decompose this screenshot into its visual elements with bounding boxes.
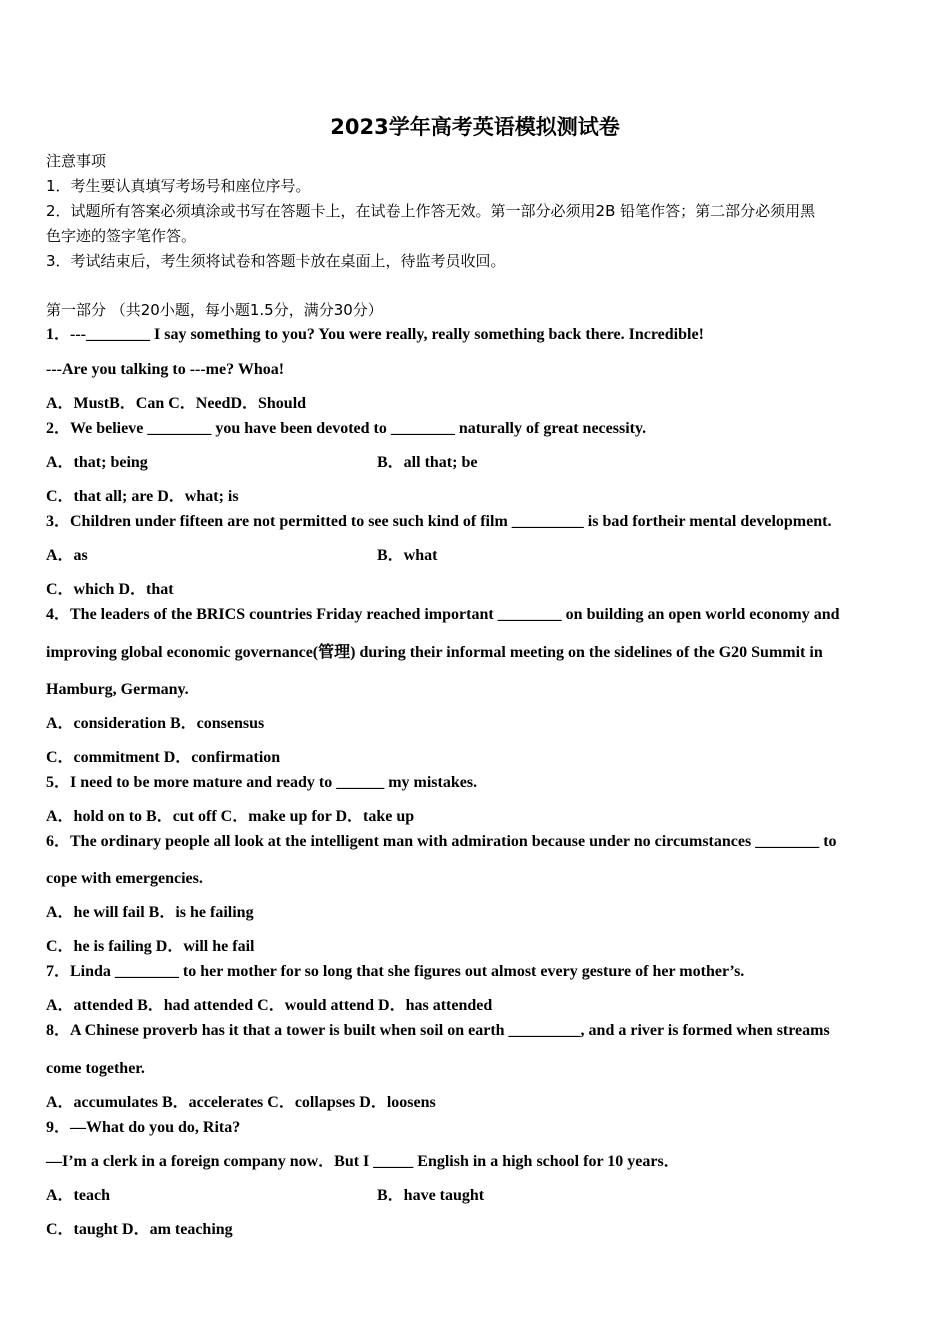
q4-line1: 4．The leaders of the BRICS countries Friday reached important ________ on building an open world economy and	[46, 606, 840, 623]
q6-line2: cope with emergencies.	[46, 870, 203, 887]
q7-options: A．attended B．had attended C．would attend D．has attended	[46, 997, 493, 1014]
notice-item-1: 1．考生要认真填写考场号和座位序号。	[46, 177, 311, 195]
q9-option-b: B．have taught	[377, 1187, 485, 1204]
q9-option-a: A．teach	[46, 1187, 110, 1204]
q4-options-cd: C．commitment D．confirmation	[46, 749, 281, 766]
notice-heading: 注意事项	[46, 152, 107, 170]
q1-line2: ---Are you talking to ---me? Whoa!	[46, 361, 285, 378]
q2-options-cd: C．that all; are D．what; is	[46, 488, 239, 505]
section-heading: 第一部分 （共20小题，每小题1.5分，满分30分）	[46, 301, 383, 319]
q8-options: A．accumulates B．accelerates C．collapses D．loosens	[46, 1094, 436, 1111]
q6-options-cd: C．he is failing D．will he fail	[46, 938, 255, 955]
q6-options-ab: A．he will fail B．is he failing	[46, 904, 254, 921]
q3-stem: 3．Children under fifteen are not permitted to see such kind of film _________ is bad fortheir mental development.	[46, 513, 832, 530]
q7-stem: 7．Linda ________ to her mother for so long that she figures out almost every gesture of her mother’s.	[46, 963, 745, 980]
q5-options: A．hold on to B．cut off C．make up for D．take up	[46, 808, 415, 825]
q2-stem: 2．We believe ________ you have been devoted to ________ naturally of great necessity.	[46, 420, 647, 437]
q1-options: A．MustB．Can C．NeedD．Should	[46, 395, 307, 412]
q8-line1: 8．A Chinese proverb has it that a tower is built when soil on earth _________, and a river is formed when streams	[46, 1022, 830, 1039]
q6-line1: 6．The ordinary people all look at the intelligent man with admiration because under no circumstances ________ to	[46, 833, 837, 850]
notice-item-2-cont: 色字迹的签字笔作答。	[46, 227, 197, 245]
q4-line2: improving global economic governance(管理) during their informal meeting on the sidelines of the G20 Summit in	[46, 644, 823, 661]
q3-option-b: B．what	[377, 547, 438, 564]
q5-stem: 5．I need to be more mature and ready to ______ my mistakes.	[46, 774, 478, 791]
notice-item-2: 2．试题所有答案必须填涂或书写在答题卡上，在试卷上作答无效。第一部分必须用2B 铅笔作答；第二部分必须用黑	[46, 202, 816, 220]
q3-option-a: A．as	[46, 547, 88, 564]
q1-stem: 1．---________ I say something to you? You were really, really something back there. Incredible!	[46, 326, 704, 343]
notice-item-3: 3．考试结束后，考生须将试卷和答题卡放在桌面上，待监考员收回。	[46, 252, 506, 270]
q8-line2: come together.	[46, 1060, 145, 1077]
q9-line1: 9．—What do you do, Rita?	[46, 1119, 241, 1136]
q9-options-cd: C．taught D．am teaching	[46, 1221, 233, 1238]
q4-line3: Hamburg, Germany.	[46, 681, 189, 698]
q9-line2: —I’m a clerk in a foreign company now．But I _____ English in a high school for 10 years．	[46, 1153, 680, 1170]
q2-option-b: B．all that; be	[377, 454, 478, 471]
q4-options-ab: A．consideration B．consensus	[46, 715, 265, 732]
q2-option-a: A．that; being	[46, 454, 148, 471]
page-title: 2023学年高考英语模拟测试卷	[330, 115, 620, 139]
q3-options-cd: C．which D．that	[46, 581, 174, 598]
